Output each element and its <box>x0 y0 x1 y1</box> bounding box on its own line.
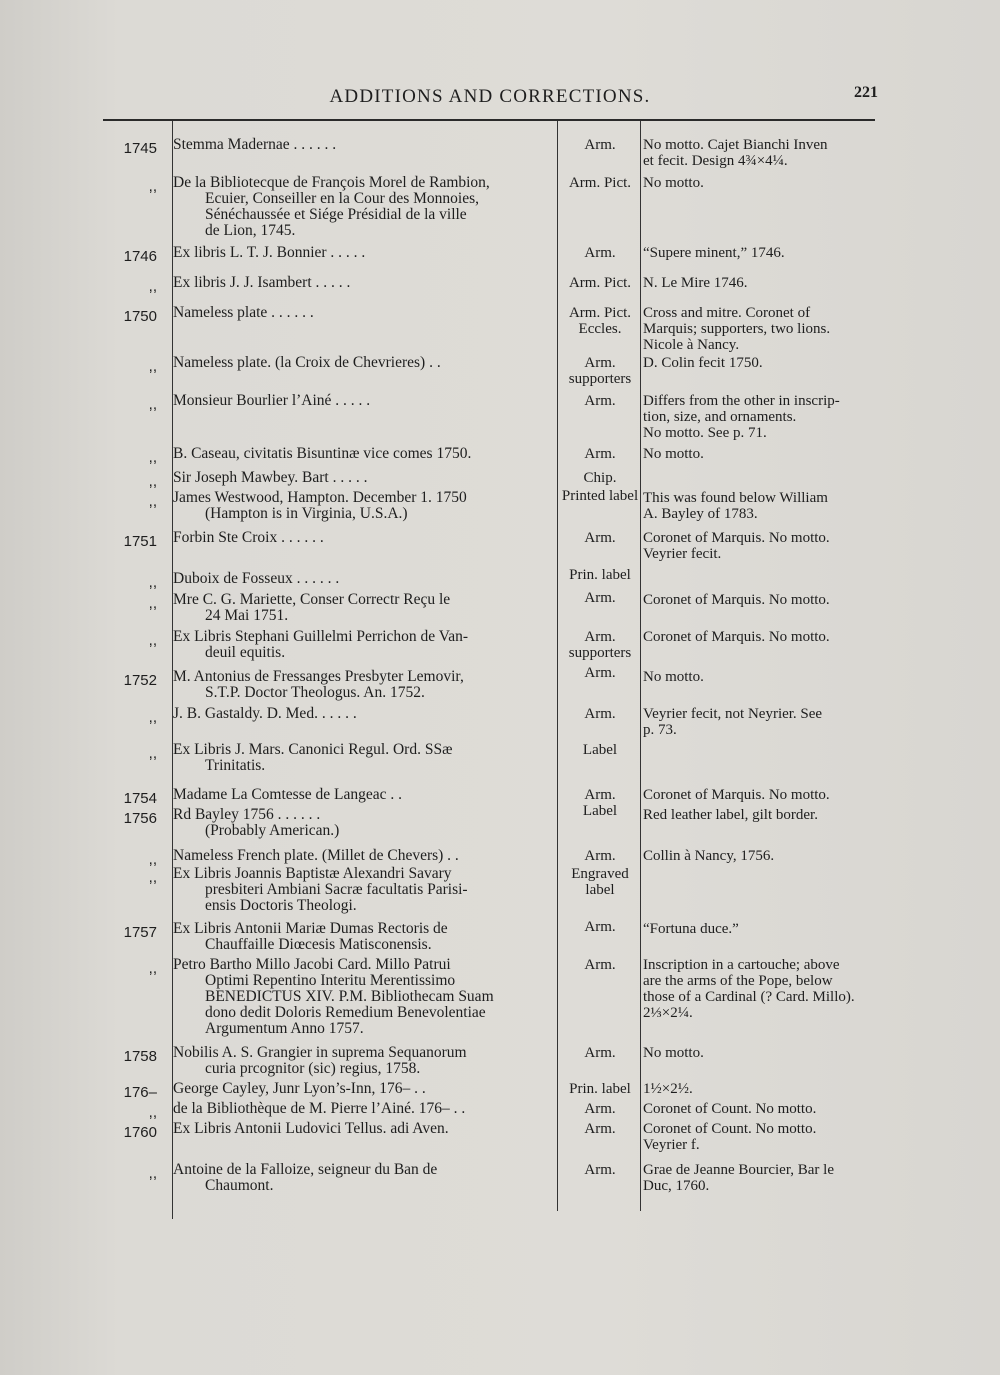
entry-remark <box>643 245 891 261</box>
entry-remark <box>643 706 891 738</box>
description-line: de la Bibliothèque de M. Pierre l’Ainé. 176– . . <box>173 1100 466 1117</box>
entry-type: Arm. <box>584 245 616 261</box>
entry-year: ,, <box>148 745 157 762</box>
entry-remark <box>643 175 891 191</box>
remark-line: D. Colin fecit 1750. <box>643 355 763 371</box>
remark-line: Marquis; supporters, two lions. <box>643 321 831 337</box>
entry-year: 1756 <box>123 810 157 827</box>
entry-type: Arm. <box>584 446 616 462</box>
entry-year: ,, <box>148 632 157 649</box>
description-line: curia prcognitor (sic) regius, 1758. <box>205 1060 421 1077</box>
entry-type: Arm. Pict. <box>568 275 632 291</box>
description-line: BENEDICTUS XIV. P.M. Bibliothecam Suam <box>205 988 494 1005</box>
entry-remark <box>643 355 891 371</box>
description-line: Madame La Comtesse de Langeac . . <box>173 786 402 803</box>
entry-year: 1754 <box>123 790 157 807</box>
remark-line: are the arms of the Pope, below <box>643 973 833 989</box>
description-line: Nameless plate. (la Croix de Chevrieres) . . <box>173 354 441 371</box>
description-line: Mre C. G. Mariette, Conser Correctr Reçu le <box>173 591 451 608</box>
entry-type: Arm. <box>584 706 616 722</box>
entry-type: Prin. label <box>569 1081 631 1097</box>
entry-year: 1745 <box>123 140 157 157</box>
description-line: Nameless plate . . . . . . <box>173 304 314 321</box>
entry-year: 1746 <box>123 248 157 265</box>
entry-year: 1760 <box>123 1124 157 1141</box>
entry-year: 1752 <box>123 672 157 689</box>
entry-year: ,, <box>148 473 157 490</box>
entry-description <box>173 592 551 624</box>
remark-line: “Supere minent,” 1746. <box>643 245 785 261</box>
description-line: B. Caseau, civitatis Bisuntinæ vice comes 1750. <box>173 445 472 462</box>
top-rule <box>103 119 875 121</box>
entry-description <box>173 787 551 803</box>
entry-year: 1750 <box>123 308 157 325</box>
remark-line: Veyrier f. <box>643 1137 700 1153</box>
remark-line: Coronet of Marquis. No motto. <box>643 787 830 803</box>
description-line: James Westwood, Hampton. December 1. 1750 <box>173 489 467 506</box>
description-line: Argumentum Anno 1757. <box>205 1020 364 1037</box>
remark-line: “Fortuna duce.” <box>643 921 739 937</box>
entry-year: 1758 <box>123 1048 157 1065</box>
entry-remark <box>643 629 891 645</box>
entry-description <box>173 571 551 587</box>
description-line: Ex Libris Antonii Ludovici Tellus. adi Aven. <box>173 1120 449 1137</box>
entry-type: Arm. <box>584 1101 616 1117</box>
entry-description <box>173 470 551 486</box>
remark-line: No motto. <box>643 1045 704 1061</box>
entry-type: Arm. Pict. <box>568 175 632 191</box>
description-line: dono dedit Doloris Remedium Benevolentiae <box>205 1004 486 1021</box>
entry-remark <box>643 807 891 823</box>
description-line: Forbin Ste Croix . . . . . . <box>173 529 324 546</box>
entry-type: Arm. <box>584 1162 616 1178</box>
description-line: M. Antonius de Fressanges Presbyter Lemovir, <box>173 668 464 685</box>
entry-description <box>173 137 551 153</box>
remark-line: 2⅓×2¼. <box>643 1005 693 1021</box>
entry-year: 1751 <box>123 533 157 550</box>
entry-description <box>173 1101 551 1117</box>
description-line: ensis Doctoris Theologi. <box>205 897 357 914</box>
description-line: Petro Bartho Millo Jacobi Card. Millo Patrui <box>173 956 451 973</box>
description-line: Monsieur Bourlier l’Ainé . . . . . <box>173 392 371 409</box>
remark-line: p. 73. <box>643 722 677 738</box>
entry-year: ,, <box>148 1165 157 1182</box>
description-line: Stemma Madernae . . . . . . <box>173 136 337 153</box>
entry-type: Arm. <box>584 530 616 546</box>
entry-description <box>173 921 551 953</box>
entry-description <box>173 446 551 462</box>
entry-year: ,, <box>148 869 157 886</box>
entry-remark <box>643 446 891 462</box>
page-number: 221 <box>854 84 878 101</box>
description-line: Trinitatis. <box>205 757 266 774</box>
remark-line: Veyrier fecit. <box>643 546 722 562</box>
entry-description <box>173 957 551 1037</box>
entry-remark <box>643 957 891 1021</box>
entry-description <box>173 305 551 321</box>
entry-remark <box>643 787 891 803</box>
entry-description <box>173 1121 551 1137</box>
entry-description <box>173 807 551 839</box>
entry-year: ,, <box>148 1104 157 1121</box>
description-line: Ex Libris Stephani Guillelmi Perrichon de Van- <box>173 628 469 645</box>
description-line: J. B. Gastaldy. D. Med. . . . . . <box>173 705 357 722</box>
entry-type: Engraved label <box>571 866 629 898</box>
entry-description <box>173 742 551 774</box>
remark-line: Cross and mitre. Coronet of <box>643 305 811 321</box>
entry-remark <box>643 490 891 522</box>
entry-type: Arm. <box>584 393 616 409</box>
remark-line: tion, size, and ornaments. <box>643 409 797 425</box>
entry-remark <box>643 848 891 864</box>
remark-line: No motto. <box>643 446 704 462</box>
entry-description <box>173 175 551 239</box>
remark-line: N. Le Mire 1746. <box>643 275 748 291</box>
entry-remark <box>643 1081 891 1097</box>
entry-year: ,, <box>148 960 157 977</box>
entry-remark <box>643 1101 891 1117</box>
entry-description <box>173 1045 551 1077</box>
entry-description <box>173 530 551 546</box>
entry-description <box>173 275 551 291</box>
description-line: Duboix de Fosseux . . . . . . <box>173 570 340 587</box>
entry-remark <box>643 669 891 685</box>
remark-line: No motto. Cajet Bianchi Inven <box>643 137 828 153</box>
entry-year: 176– <box>123 1084 157 1101</box>
remark-line: Coronet of Marquis. No motto. <box>643 629 830 645</box>
entry-year: 1757 <box>123 924 157 941</box>
entry-description <box>173 1162 551 1194</box>
entry-type: Arm. <box>584 1045 616 1061</box>
entry-year: ,, <box>148 358 157 375</box>
description-line: Nobilis A. S. Grangier in suprema Sequanorum <box>173 1044 467 1061</box>
entry-year: ,, <box>148 449 157 466</box>
remark-line: No motto. See p. 71. <box>643 425 767 441</box>
description-line: presbiteri Ambiani Sacræ facultatis Parisi- <box>205 881 468 898</box>
entry-type: Arm. supporters <box>568 355 632 387</box>
entry-year: ,, <box>148 178 157 195</box>
entry-type: Printed label <box>561 488 639 504</box>
description-line: 24 Mai 1751. <box>205 607 289 624</box>
description-line: George Cayley, Junr Lyon’s-Inn, 176– . . <box>173 1080 426 1097</box>
description-line: Optimi Repentino Interitu Merentissimo <box>205 972 456 989</box>
description-line: (Hampton is in Virginia, U.S.A.) <box>205 505 408 522</box>
description-line: deuil equitis. <box>205 644 286 661</box>
remark-line: Veyrier fecit, not Neyrier. See <box>643 706 823 722</box>
remark-line: Nicole à Nancy. <box>643 337 740 353</box>
remark-line: Coronet of Marquis. No motto. <box>643 592 830 608</box>
entry-remark <box>643 137 891 169</box>
remark-line: Differs from the other in inscrip- <box>643 393 840 409</box>
entry-type: Arm. <box>584 590 616 606</box>
entry-type: Arm. <box>584 1121 616 1137</box>
description-line: Chauffaille Diœcesis Matisconensis. <box>205 936 432 953</box>
remark-line: Coronet of Count. No motto. <box>643 1101 817 1117</box>
remark-line: A. Bayley of 1783. <box>643 506 758 522</box>
entry-type: Arm. supporters <box>568 629 632 661</box>
entry-description <box>173 355 551 371</box>
entry-year: ,, <box>148 709 157 726</box>
description-line: Ex Libris Antonii Mariæ Dumas Rectoris de <box>173 920 448 937</box>
entry-year: ,, <box>148 396 157 413</box>
entry-type: Label <box>582 742 618 758</box>
entry-type: Arm. <box>584 848 616 864</box>
remark-line: This was found below William <box>643 490 828 506</box>
entry-type: Prin. label <box>569 567 631 583</box>
entry-remark <box>643 592 891 608</box>
description-line: S.T.P. Doctor Theologus. An. 1752. <box>205 684 425 701</box>
description-line: Chaumont. <box>205 1177 274 1194</box>
entry-description <box>173 245 551 261</box>
entry-description <box>173 629 551 661</box>
entry-remark <box>643 921 891 937</box>
remark-line: Coronet of Marquis. No motto. <box>643 530 830 546</box>
entry-description <box>173 490 551 522</box>
entry-remark <box>643 530 891 562</box>
entry-remark <box>643 275 891 291</box>
entry-description <box>173 848 551 864</box>
entry-year: ,, <box>148 574 157 591</box>
entry-remark <box>643 1162 891 1194</box>
remark-line: Grae de Jeanne Bourcier, Bar le <box>643 1162 834 1178</box>
entry-year: ,, <box>148 595 157 612</box>
entry-type: Arm. <box>584 957 616 973</box>
entry-type: Chip. <box>583 470 617 486</box>
entry-type: Arm. <box>584 787 616 803</box>
entry-remark <box>643 1121 891 1153</box>
description-line: Ex libris L. T. J. Bonnier . . . . . <box>173 244 366 261</box>
page-title: ADDITIONS AND CORRECTIONS. <box>329 86 651 107</box>
remark-line: those of a Cardinal (? Card. Millo). <box>643 989 855 1005</box>
entry-description <box>173 669 551 701</box>
description-line: Antoine de la Falloize, seigneur du Ban de <box>173 1161 438 1178</box>
entry-description <box>173 393 551 409</box>
description-line: Ex Libris J. Mars. Canonici Regul. Ord. SSæ <box>173 741 453 758</box>
entry-type: Arm. <box>584 665 616 681</box>
description-line: Sénéchaussée et Siége Présidial de la ville <box>205 206 467 223</box>
description-line: De la Bibliotecque de François Morel de Rambion, <box>173 174 490 191</box>
remark-line: No motto. <box>643 669 704 685</box>
remark-line: Coronet of Count. No motto. <box>643 1121 817 1137</box>
description-line: de Lion, 1745. <box>205 222 296 239</box>
entry-remark <box>643 1045 891 1061</box>
description-line: Ecuier, Conseiller en la Cour des Monnoies, <box>205 190 480 207</box>
entry-type: Arm. <box>584 137 616 153</box>
entry-type: Arm. <box>584 919 616 935</box>
entry-description <box>173 706 551 722</box>
description-line: Sir Joseph Mawbey. Bart . . . . . <box>173 469 368 486</box>
remark-line: 1½×2½. <box>643 1081 693 1097</box>
remark-line: No motto. <box>643 175 704 191</box>
entry-description <box>173 1081 551 1097</box>
entry-type: Label <box>582 803 618 819</box>
entry-year: ,, <box>148 851 157 868</box>
description-line: Ex Libris Joannis Baptistæ Alexandri Savary <box>173 865 452 882</box>
remark-line: Inscription in a cartouche; above <box>643 957 840 973</box>
entry-type: Arm. Pict. Eccles. <box>568 305 632 337</box>
description-line: (Probably American.) <box>205 822 340 839</box>
remark-line: et fecit. Design 4¾×4¼. <box>643 153 788 169</box>
description-line: Ex libris J. J. Isambert . . . . . <box>173 274 351 291</box>
entry-year: ,, <box>148 278 157 295</box>
entry-remark <box>643 393 891 441</box>
entry-year: ,, <box>148 493 157 510</box>
remark-line: Red leather label, gilt border. <box>643 807 818 823</box>
description-line: Rd Bayley 1756 . . . . . . <box>173 806 321 823</box>
entry-remark <box>643 305 891 353</box>
entry-description <box>173 866 551 914</box>
description-line: Nameless French plate. (Millet de Chevers) . . <box>173 847 459 864</box>
remark-line: Duc, 1760. <box>643 1178 710 1194</box>
remark-line: Collin à Nancy, 1756. <box>643 848 775 864</box>
